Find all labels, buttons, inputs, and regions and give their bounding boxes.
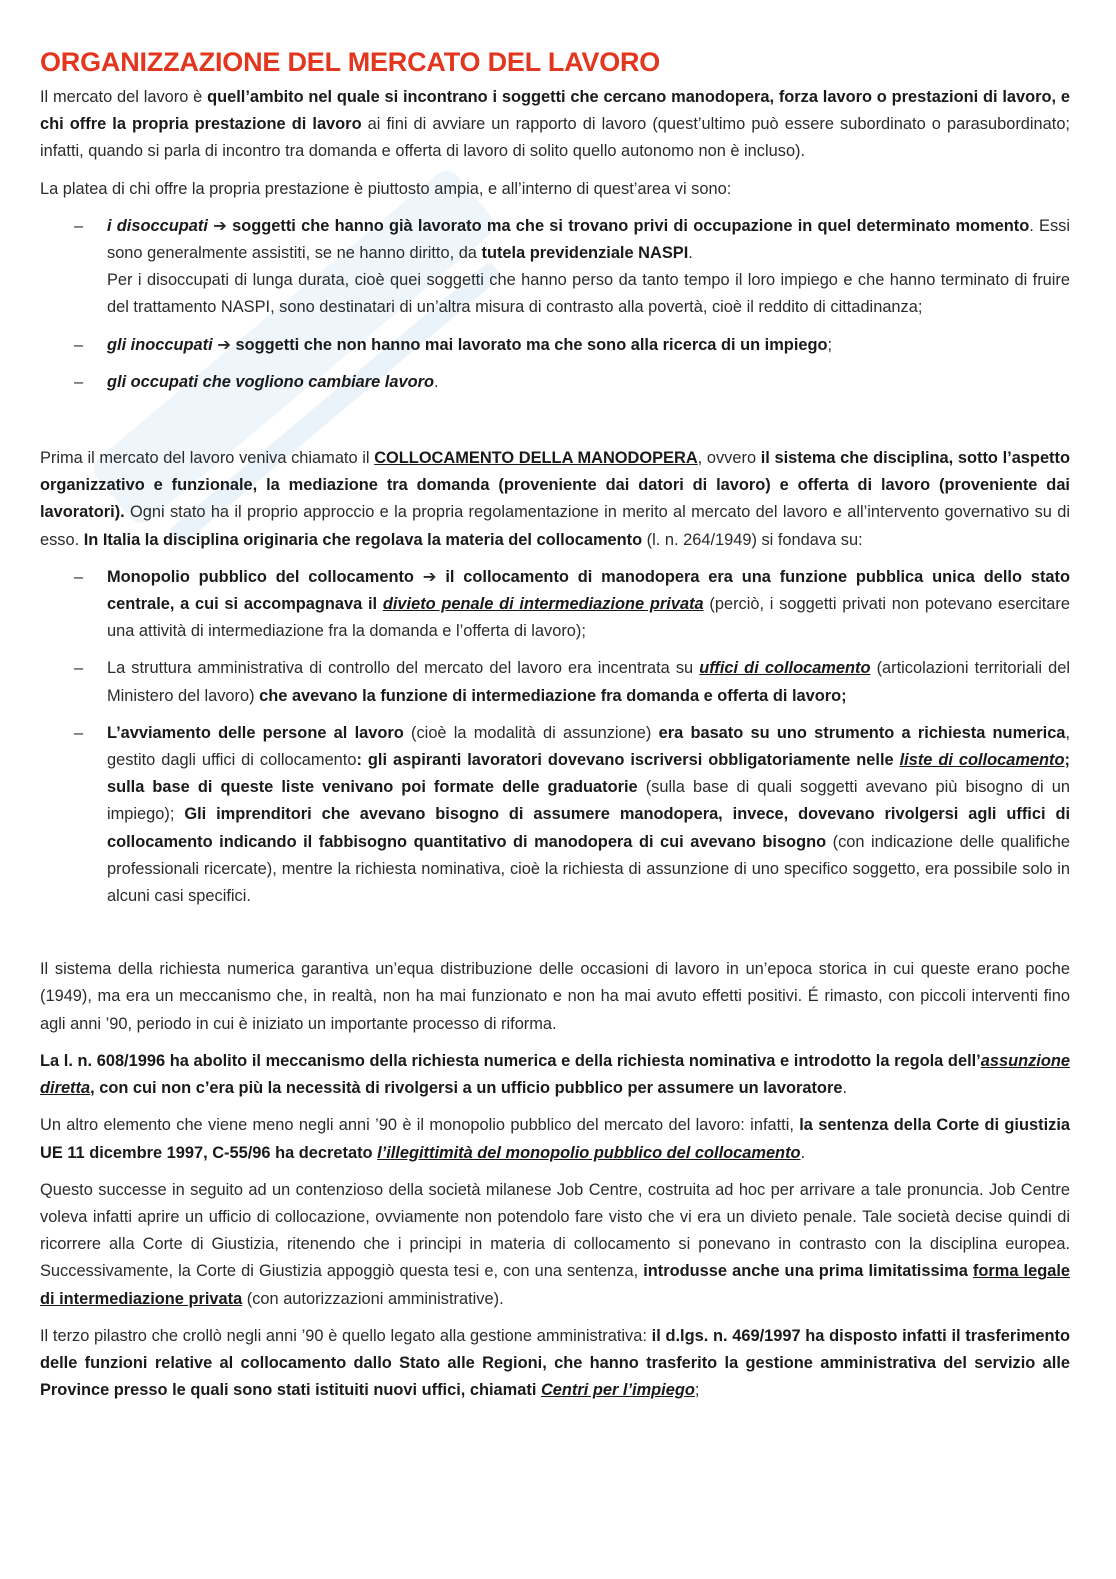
paragraph-collocamento: Prima il mercato del lavoro veniva chiamato il COLLOCAMENTO DELLA MANODOPERA, ovvero il sistema che disciplina, sotto l’aspetto organizzativo e funzionale, la mediazione tra domanda (proveniente dai datori di lavoro) e offerta di lavoro (proveniente dai lavoratori). Ogni stato ha il proprio approccio e la propria regolamentazione in merito al mercato del lavoro e all’intervento governativo su di esso. In Italia la disciplina originaria che regolava la materia del collocamento (l. n. 264/1949) si fondava su: xyxy=(40,449,1070,549)
list-item-avviamento: – L’avviamento delle persone al lavoro (cioè la modalità di assunzione) era basato su uno strumento a richiesta numerica, gestito dagli uffici di collocamento: gli aspiranti lavoratori dovevano iscriversi obbligatoriamente nelle liste di collocamento; sulla base di queste liste venivano poi formate delle graduatorie (sulla base di quali soggetti avevano più bisogno di un impiego); Gli imprenditori che avevano bisogno di assumere manodopera, invece, dovevano rivolgersi agli uffici di collocamento indicando il fabbisogno quantitativo di manodopera di cui avevano bisogno (con indicazione delle qualifiche professionali ricercate), mentre la richiesta nominativa, cioè la richiesta di assunzione di uno specifico soggetto, era possibile solo in alcuni casi specifici. xyxy=(40,720,1070,910)
arrow-right-icon: ➔ xyxy=(213,216,227,235)
list-item-occupati: – gli occupati che vogliono cambiare lavoro. xyxy=(40,369,1070,396)
arrow-right-icon: ➔ xyxy=(422,567,437,586)
document-page xyxy=(40,44,1070,1414)
paragraph-dlgs-469: Il terzo pilastro che crollò negli anni ’90 è quello legato alla gestione amministrativa: il d.lgs. n. 469/1997 ha disposto infatti il trasferimento delle funzioni relative al collocamento dallo Stato alle Regioni, che hanno trasferito la gestione amministrativa del servizio alle Province presso le quali sono stati istituiti nuovi uffici, chiamati Centri per l’impiego; xyxy=(40,1326,1070,1400)
list-item-monopolio: – Monopolio pubblico del collocamento ➔ il collocamento di manodopera era una funzione pubblica unica dello stato centrale, a cui si accompagnava il divieto penale di intermediazione privata (perciò, i soggetti privati non potevano esercitare una attività di intermediazione fra la domanda e l’offerta di lavoro); xyxy=(40,564,1070,646)
list-item-disoccupati: – i disoccupati ➔ soggetti che hanno già lavorato ma che si trovano privi di occupazione in quel determinato momento. Essi sono generalmente assistiti, se ne hanno diritto, da tutela previdenziale NASPI. Per i disoccupati di lunga durata, cioè quei soggetti che hanno perso da tanto tempo il loro impiego e che hanno terminato di fruire del trattamento NASPI, sono destinatari di un’altra misura di contrasto alla povertà, cioè il reddito di cittadinanza; xyxy=(40,213,1070,322)
page-title: ORGANIZZAZIONE DEL MERCATO DEL LAVORO xyxy=(40,47,661,77)
dash-bullet: – xyxy=(74,567,84,586)
dash-bullet: – xyxy=(74,659,84,678)
arrow-right-icon: ➔ xyxy=(217,335,231,354)
list-item-inoccupati: – gli inoccupati ➔ soggetti che non hanno mai lavorato ma che sono alla ricerca di un impiego; xyxy=(40,332,1070,359)
list-item-uffici: – La struttura amministrativa di controllo del mercato del lavoro era incentrata su uffici di collocamento (articolazioni territoriali del Ministero del lavoro) che avevano la funzione di intermediazione fra domanda e offerta di lavoro; xyxy=(40,655,1070,709)
dash-bullet: – xyxy=(74,723,84,742)
paragraph-sentenza-corte: Un altro elemento che viene meno negli anni ’90 è il monopolio pubblico del mercato del lavoro: infatti, la sentenza della Corte di giustizia UE 11 dicembre 1997, C-55/96 ha decretato l’illegittimità del monopolio pubblico del collocamento. xyxy=(40,1116,1070,1162)
dash-bullet: – xyxy=(74,372,84,391)
paragraph-job-centre: Questo successe in seguito ad un contenzioso della società milanese Job Centre, costruita ad hoc per arrivare a tale pronuncia. Job Centre voleva infatti aprire un ufficio di collocazione, ovviamente non potendolo fare visto che vi era un divieto penale. Tale società decise quindi di ricorrere alla Corte di Giustizia, ritenendo che i principi in materia di collocamento si ponevano in contrasto con la disciplina europea. Successivamente, la Corte di Giustizia appoggiò questa tesi e, con una sentenza, introdusse anche una prima limitatissima forma legale di intermediazione privata (con autorizzazioni amministrative). xyxy=(40,1180,1071,1308)
paragraph-intro: Il mercato del lavoro è quell’ambito nel quale si incontrano i soggetti che cercano manodopera, forza lavoro o prestazioni di lavoro, e chi offre la propria prestazione di lavoro ai fini di avviare un rapporto di lavoro (quest’ultimo può essere subordinato o parasubordinato; infatti, quando si parla di incontro tra domanda e offerta di lavoro di solito quello autonomo non è incluso). xyxy=(40,88,1070,161)
dash-bullet: – xyxy=(74,335,84,354)
disoccupati-lunga-durata: Per i disoccupati di lunga durata, cioè quei soggetti che hanno perso da tanto tempo il loro impiego e che hanno terminato di fruire del trattamento NASPI, sono destinatari di un’altra misura di contrasto alla povertà, cioè il reddito di cittadinanza; xyxy=(107,271,1070,317)
paragraph-platea: La platea di chi offre la propria prestazione è piuttosto ampia, e all’interno di quest’area vi sono: xyxy=(40,179,732,198)
list-offerenti xyxy=(40,213,1070,396)
paragraph-richiesta-numerica: Il sistema della richiesta numerica garantiva un’equa distribuzione delle occasioni di lavoro in un’epoca storica in cui queste erano poche (1949), ma era un meccanismo che, in realtà, non ha mai funzionato e non ha mai avuto effetti positivi. É rimasto, con piccoli interventi fino agli anni ’90, periodo in cui è iniziato un importante processo di riforma. xyxy=(40,960,1070,1033)
list-disciplina-originaria xyxy=(40,564,1070,910)
paragraph-legge-608: La l. n. 608/1996 ha abolito il meccanismo della richiesta numerica e della richiesta nominativa e introdotto la regola dell’assunzione diretta, con cui non c’era più la necessità di rivolgersi a un ufficio pubblico per assumere un lavoratore. xyxy=(40,1051,1070,1098)
dash-bullet: – xyxy=(74,216,84,235)
